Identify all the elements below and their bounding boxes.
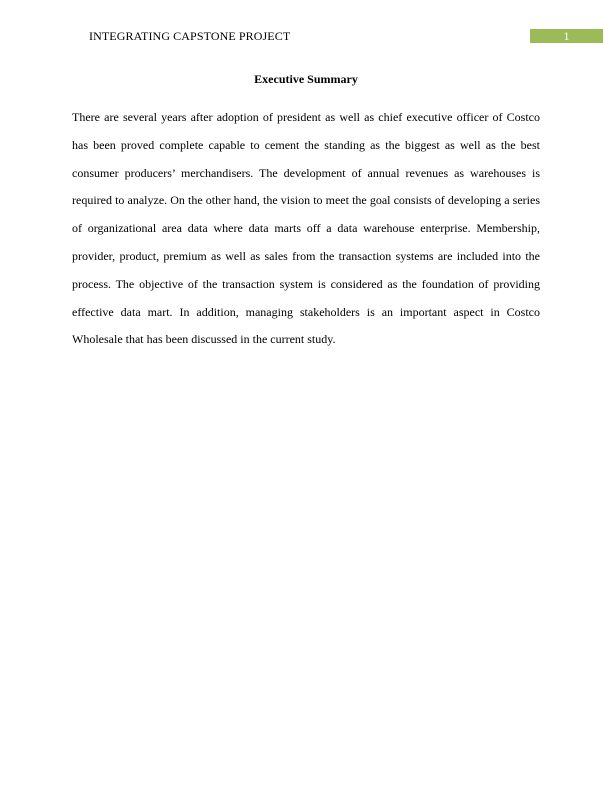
body-paragraph: There are several years after adoption of president as well as chief executive officer of Costco has been proved complete capable to cement the standing as the biggest as well as the best consumer producers’ merchandisers. The development of annual revenues as warehouses is required to analyze. On the other hand, the vision to meet the goal consists of developing a series of organizational area data where data marts off a data warehouse enterprise. Membership, provider, product, premium as well as sales from the transaction systems are included into the process. The objective of the transaction system is considered as the foundation of providing effective data mart. In addition, managing stakeholders is an important aspect in Costco Wholesale that has been discussed in the current study.	[72, 110, 540, 347]
page-number-badge: 1	[530, 29, 603, 43]
running-head: INTEGRATING CAPSTONE PROJECT	[89, 29, 291, 43]
section-title: Executive Summary	[254, 72, 358, 86]
